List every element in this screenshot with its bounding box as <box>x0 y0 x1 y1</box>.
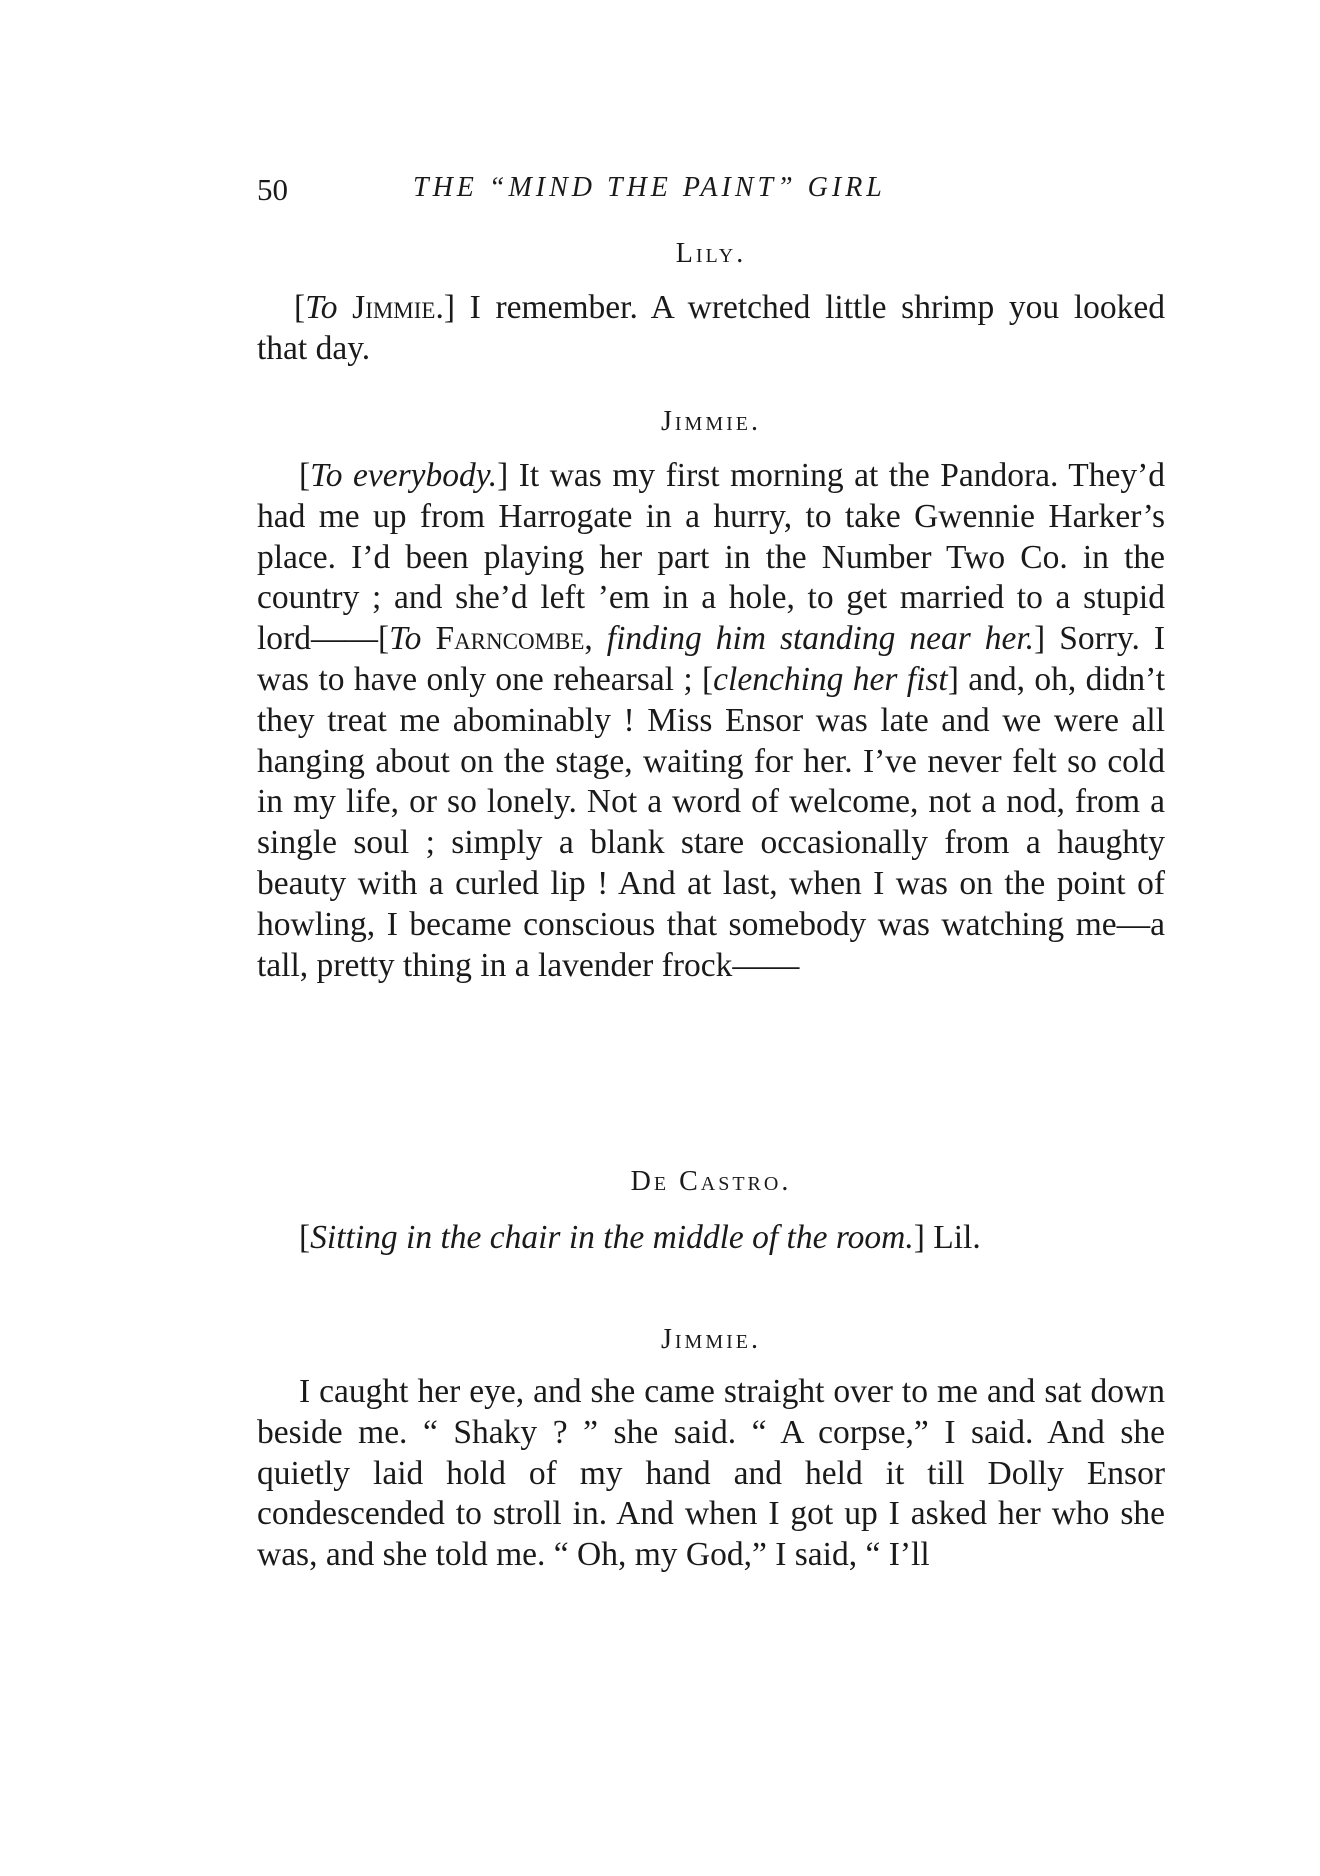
stage-direction: To everybody. <box>310 457 498 494</box>
bracket-open: [ <box>377 620 390 658</box>
speaker-jimmie: Jimmie. <box>661 406 761 437</box>
speech-lily-paragraph <box>257 288 1165 370</box>
speech-jimmie-1-paragraph <box>257 456 1165 986</box>
speech-de-castro-paragraph <box>257 1218 1165 1259</box>
bracket-close: ] <box>947 660 959 698</box>
speech-lily <box>257 288 1165 370</box>
speech-text: I remember. A wretched little shrimp you looked that day. <box>257 289 1166 367</box>
stage-direction: finding him standing near her. <box>592 620 1035 658</box>
page-number: 50 <box>257 172 288 207</box>
bracket-open: [ <box>299 457 311 494</box>
stage-direction-to: To <box>305 289 338 326</box>
speech-text: Sorry. I was to have only one rehearsal ; <box>257 620 1165 698</box>
stage-direction-name: Farncombe, <box>435 620 593 658</box>
running-head <box>257 172 997 212</box>
speech-jimmie-2-paragraph: I caught her eye, and she came straight over to me and sat down beside me. “ Shaky ? ” she said. “ A corpse,” I said. And she quietly laid hold of my hand and held it till Dolly Ensor condescended to stroll in. And when I got up I asked her who she was, and she told me. “ Oh, my God,” I said, “ I’ll <box>257 1373 1165 1574</box>
bracket-close: ] <box>497 457 509 494</box>
stage-direction-name: Jimmie. <box>352 289 444 326</box>
running-title: THE “MIND THE PAINT” GIRL <box>413 172 886 203</box>
bracket-open: [ <box>294 289 306 326</box>
speech-text: It was my first morning at the Pandora. They’d had me up from Harrogate in a hurry, to take Gwennie Harker’s place. I’d been playing her part in the Number Two Co. in the country ; and she’d left ’em in a hole, to get married to a stupid lord—— <box>257 457 1165 658</box>
speech-text: and, oh, didn’t they treat me abominably ! Miss Ensor was late and we were all hanging about on the stage, waiting for her. I’ve never felt so cold in my life, or so lonely. Not a word of welcome, not a nod, from a single soul ; simply a blank stare occasionally from a haughty beauty with a curled lip ! And at last, when I was on the point of howling, I became conscious that somebody was watching me—a tall, pretty thing in a lavender frock—— <box>257 660 1165 984</box>
speech-jimmie-1 <box>257 456 1165 986</box>
bracket-close: ] <box>1034 620 1046 658</box>
speech-de-castro <box>257 1218 1165 1259</box>
stage-direction-to: To <box>389 620 422 658</box>
speaker-de-castro: De Castro. <box>630 1166 792 1197</box>
bracket-open: [ <box>299 1219 311 1256</box>
bracket-close: ] <box>443 289 455 326</box>
speech-text: Lil. <box>924 1219 981 1256</box>
bracket-open: [ <box>702 660 714 698</box>
speaker-jimmie: Jimmie. <box>661 1324 761 1355</box>
stage-direction: Sitting in the chair in the middle of the room. <box>310 1219 914 1256</box>
speaker-lily: Lily. <box>675 238 747 269</box>
stage-direction: clenching her fist <box>713 660 948 698</box>
speech-jimmie-2 <box>257 1372 1165 1576</box>
bracket-close: ] <box>913 1219 925 1256</box>
